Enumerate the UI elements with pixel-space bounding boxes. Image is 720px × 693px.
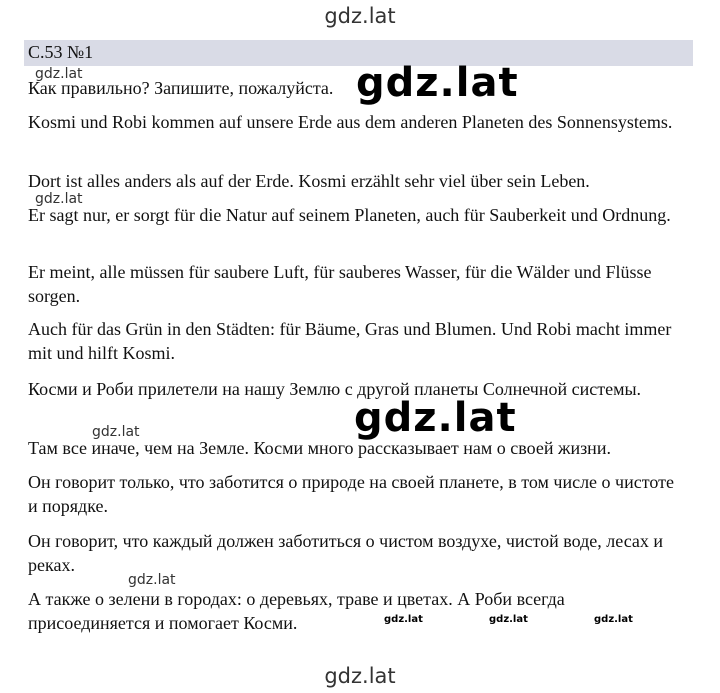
paragraph-2: Kosmi und Robi kommen auf unsere Erde aus dem anderen Planeten des Sonnensystems.: [28, 112, 673, 132]
paragraph-9: Он говорит только, что заботится о природе на своей планете, в том числе о чистоте и порядке.: [28, 472, 674, 516]
paragraph-4: Er sagt nur, er sorgt für die Natur auf seinem Planeten, auch für Sauberkeit und Ordnung.: [28, 205, 671, 225]
watermark-small-4: gdz.lat: [128, 572, 176, 588]
paragraph-7: Косми и Роби прилетели на нашу Землю с другой планеты Солнечной системы.: [28, 379, 642, 399]
watermark-top: gdz.lat: [324, 4, 396, 28]
paragraph-11: А также о зелени в городах: о деревьях, траве и цветах. А Роби всегда присоединяется и помогает Косми.: [28, 589, 565, 633]
watermark-tiny-1: gdz.lat: [384, 614, 423, 625]
page-title: С.53 №1: [28, 42, 94, 62]
watermark-small-2: gdz.lat: [35, 191, 83, 207]
watermark-tiny-2: gdz.lat: [489, 614, 528, 625]
watermark-small-3: gdz.lat: [92, 424, 140, 440]
watermark-small-1: gdz.lat: [35, 66, 83, 82]
paragraph-5: Er meint, alle müssen für saubere Luft, für sauberes Wasser, für die Wälder und Flüsse sorgen.: [28, 262, 652, 306]
paragraph-1: Как правильно? Запишите, пожалуйста.: [28, 78, 334, 98]
watermark-big-2: gdz.lat: [354, 395, 517, 441]
paragraph-8: Там все иначе, чем на Земле. Косми много рассказывает нам о своей жизни.: [28, 438, 611, 458]
paragraph-3: Dort ist alles anders als auf der Erde. Kosmi erzählt sehr viel über sein Leben.: [28, 171, 590, 191]
paragraph-6: Auch für das Grün in den Städten: für Bäume, Gras und Blumen. Und Robi macht immer mit und hilft Kosmi.: [28, 319, 672, 363]
watermark-big-1: gdz.lat: [356, 60, 519, 106]
paragraph-10: Он говорит, что каждый должен заботиться о чистом воздухе, чистой воде, лесах и реках.: [28, 531, 664, 575]
watermark-bottom: gdz.lat: [324, 664, 396, 688]
watermark-tiny-3: gdz.lat: [594, 614, 633, 625]
